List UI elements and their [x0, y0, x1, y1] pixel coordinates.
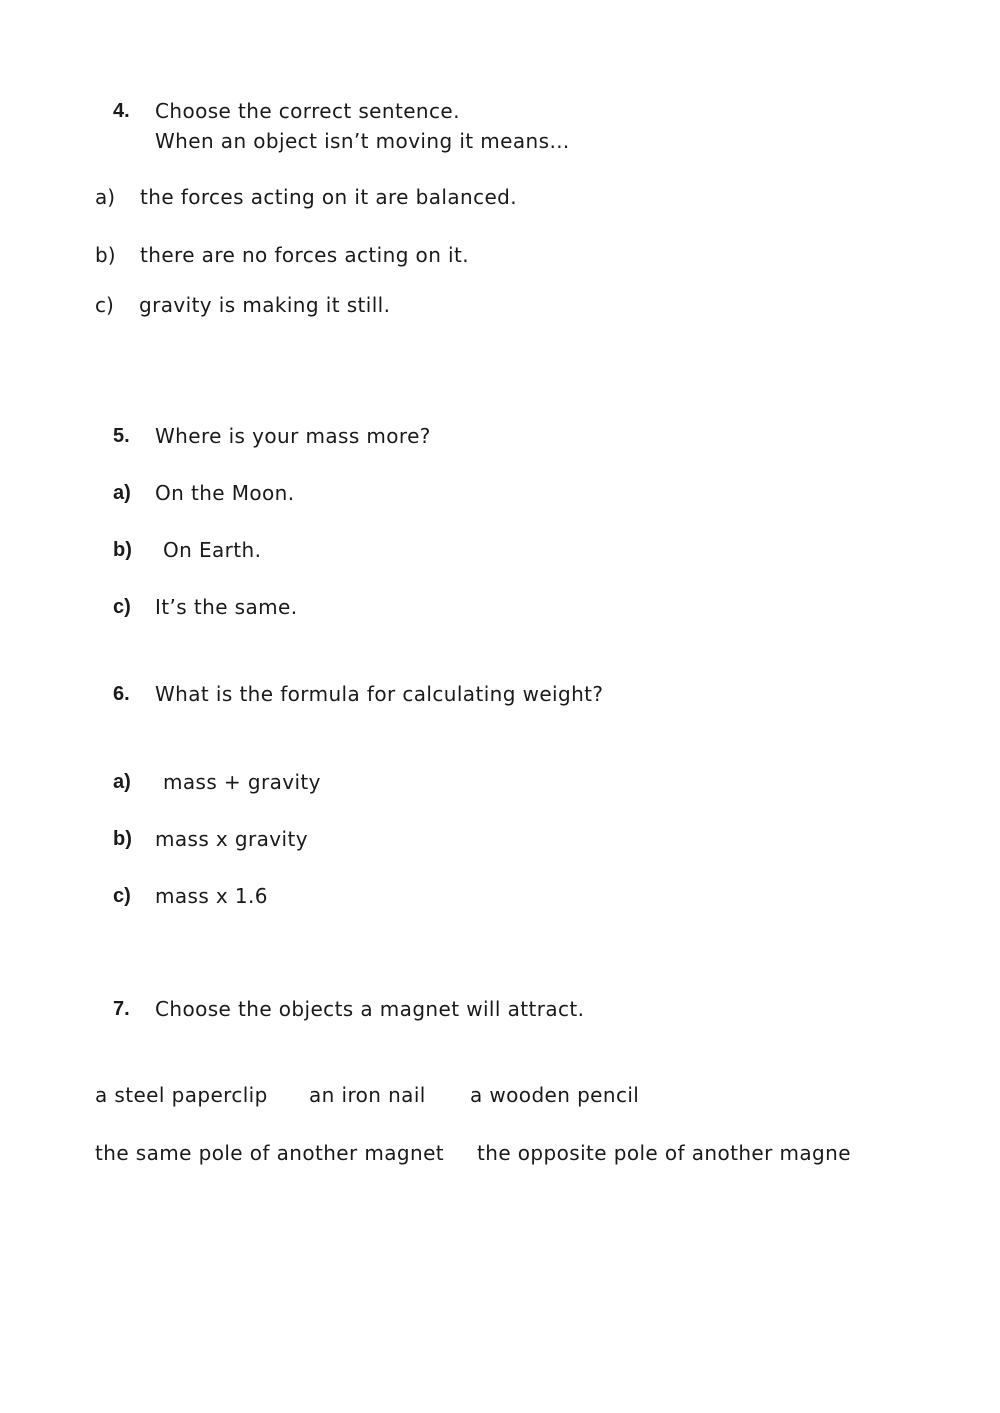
option-text: the forces acting on it are balanced. [140, 185, 518, 209]
option-text: there are no forces acting on it. [140, 243, 469, 267]
option-label: b) [95, 243, 116, 267]
option-text: mass + gravity [163, 770, 321, 794]
question-5-text: Where is your mass more? [155, 424, 431, 448]
option-text: It’s the same. [155, 595, 298, 619]
option-label: a) [113, 771, 131, 793]
question-6-number: 6. [113, 683, 130, 705]
choice-wooden-pencil[interactable]: a wooden pencil [470, 1083, 640, 1107]
option-label: c) [113, 885, 131, 907]
option-text: On Earth. [163, 538, 262, 562]
option-text: mass x 1.6 [155, 884, 268, 908]
question-7-number: 7. [113, 998, 130, 1020]
option-label: c) [95, 293, 114, 317]
choice-opposite-pole[interactable]: the opposite pole of another magne [477, 1141, 851, 1165]
question-4-line-1: Choose the correct sentence. [155, 99, 460, 123]
option-text: gravity is making it still. [139, 293, 391, 317]
choice-iron-nail[interactable]: an iron nail [309, 1083, 426, 1107]
choice-same-pole[interactable]: the same pole of another magnet [95, 1141, 445, 1165]
question-6-text: What is the formula for calculating weight? [155, 682, 604, 706]
question-5-number: 5. [113, 425, 130, 447]
option-label: b) [113, 539, 132, 561]
question-7-text: Choose the objects a magnet will attract. [155, 997, 585, 1021]
question-4-number: 4. [113, 100, 130, 122]
option-text: On the Moon. [155, 481, 295, 505]
choice-steel-paperclip[interactable]: a steel paperclip [95, 1083, 268, 1107]
option-label: a) [113, 482, 131, 504]
option-label: b) [113, 828, 132, 850]
option-label: c) [113, 596, 131, 618]
option-label: a) [95, 185, 116, 209]
question-4-line-2: When an object isn’t moving it means… [155, 129, 570, 153]
option-text: mass x gravity [155, 827, 308, 851]
